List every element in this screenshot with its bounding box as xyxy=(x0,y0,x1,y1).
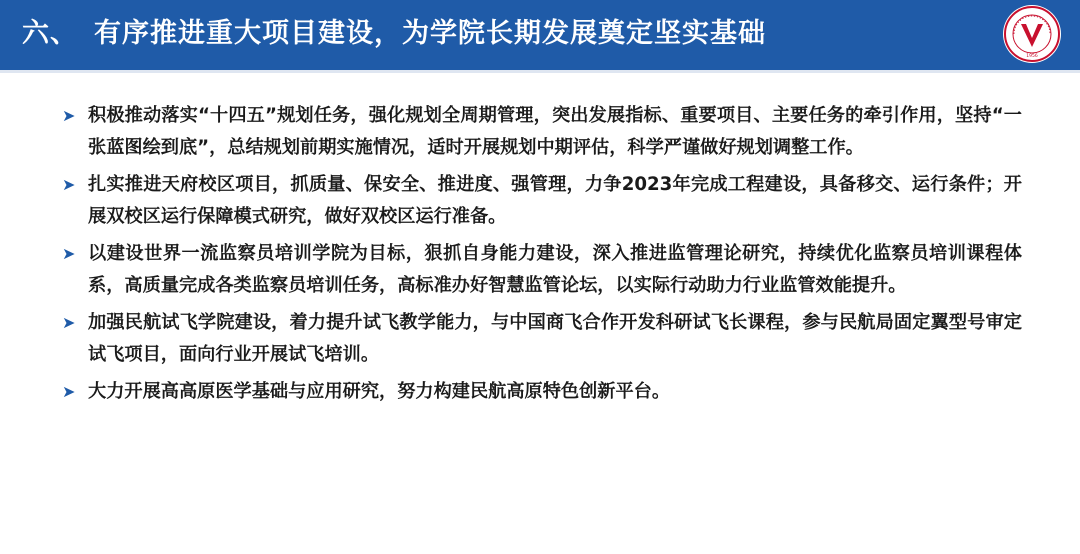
arrow-bullet-icon: ➤ xyxy=(62,175,76,194)
bullet-text: 积极推动落实“十四五”规划任务，强化规划全周期管理，突出发展指标、重要项目、主要任务的牵引作用，坚持“一张蓝图绘到底”，总结规划前期实施情况，适时开展规划中期评估，科学严谨做好规划调整工作。 xyxy=(88,105,1022,158)
list-item xyxy=(62,169,1022,232)
bullet-text: 大力开展高高原医学基础与应用研究，努力构建民航高原特色创新平台。 xyxy=(88,381,671,402)
school-emblem-icon xyxy=(1002,4,1062,64)
arrow-bullet-icon: ➤ xyxy=(62,106,76,125)
arrow-bullet-icon: ➤ xyxy=(62,313,76,332)
bullet-text: 以建设世界一流监察员培训学院为目标，狠抓自身能力建设，深入推进监管理论研究，持续优化监察员培训课程体系，高质量完成各类监察员培训任务，高标准办好智慧监管论坛，以实际行动助力行业监管效能提升。 xyxy=(88,243,1022,296)
bullet-text: 扎实推进天府校区项目，抓质量、保安全、推进度、强管理，力争2023年完成工程建设，具备移交、运行条件；开展双校区运行保障模式研究，做好双校区运行准备。 xyxy=(88,174,1022,227)
list-item xyxy=(62,307,1022,370)
arrow-bullet-icon: ➤ xyxy=(62,244,76,263)
list-item xyxy=(62,100,1022,163)
section-title: 有序推进重大项目建设，为学院长期发展奠定坚实基础 xyxy=(94,18,766,49)
bullet-text: 加强民航试飞学院建设，着力提升试飞教学能力，与中国商飞合作开发科研试飞长课程，参与民航局固定翼型号审定试飞项目，面向行业开展试飞培训。 xyxy=(88,312,1022,365)
arrow-bullet-icon: ➤ xyxy=(62,382,76,401)
page-title xyxy=(22,12,766,56)
list-item xyxy=(62,376,1022,408)
section-number: 六、 xyxy=(22,18,78,49)
bullet-list xyxy=(62,100,1022,414)
list-item xyxy=(62,238,1022,301)
header-divider xyxy=(0,70,1080,73)
emblem-year: 1956 xyxy=(1026,54,1038,59)
title-bar xyxy=(0,0,1080,70)
